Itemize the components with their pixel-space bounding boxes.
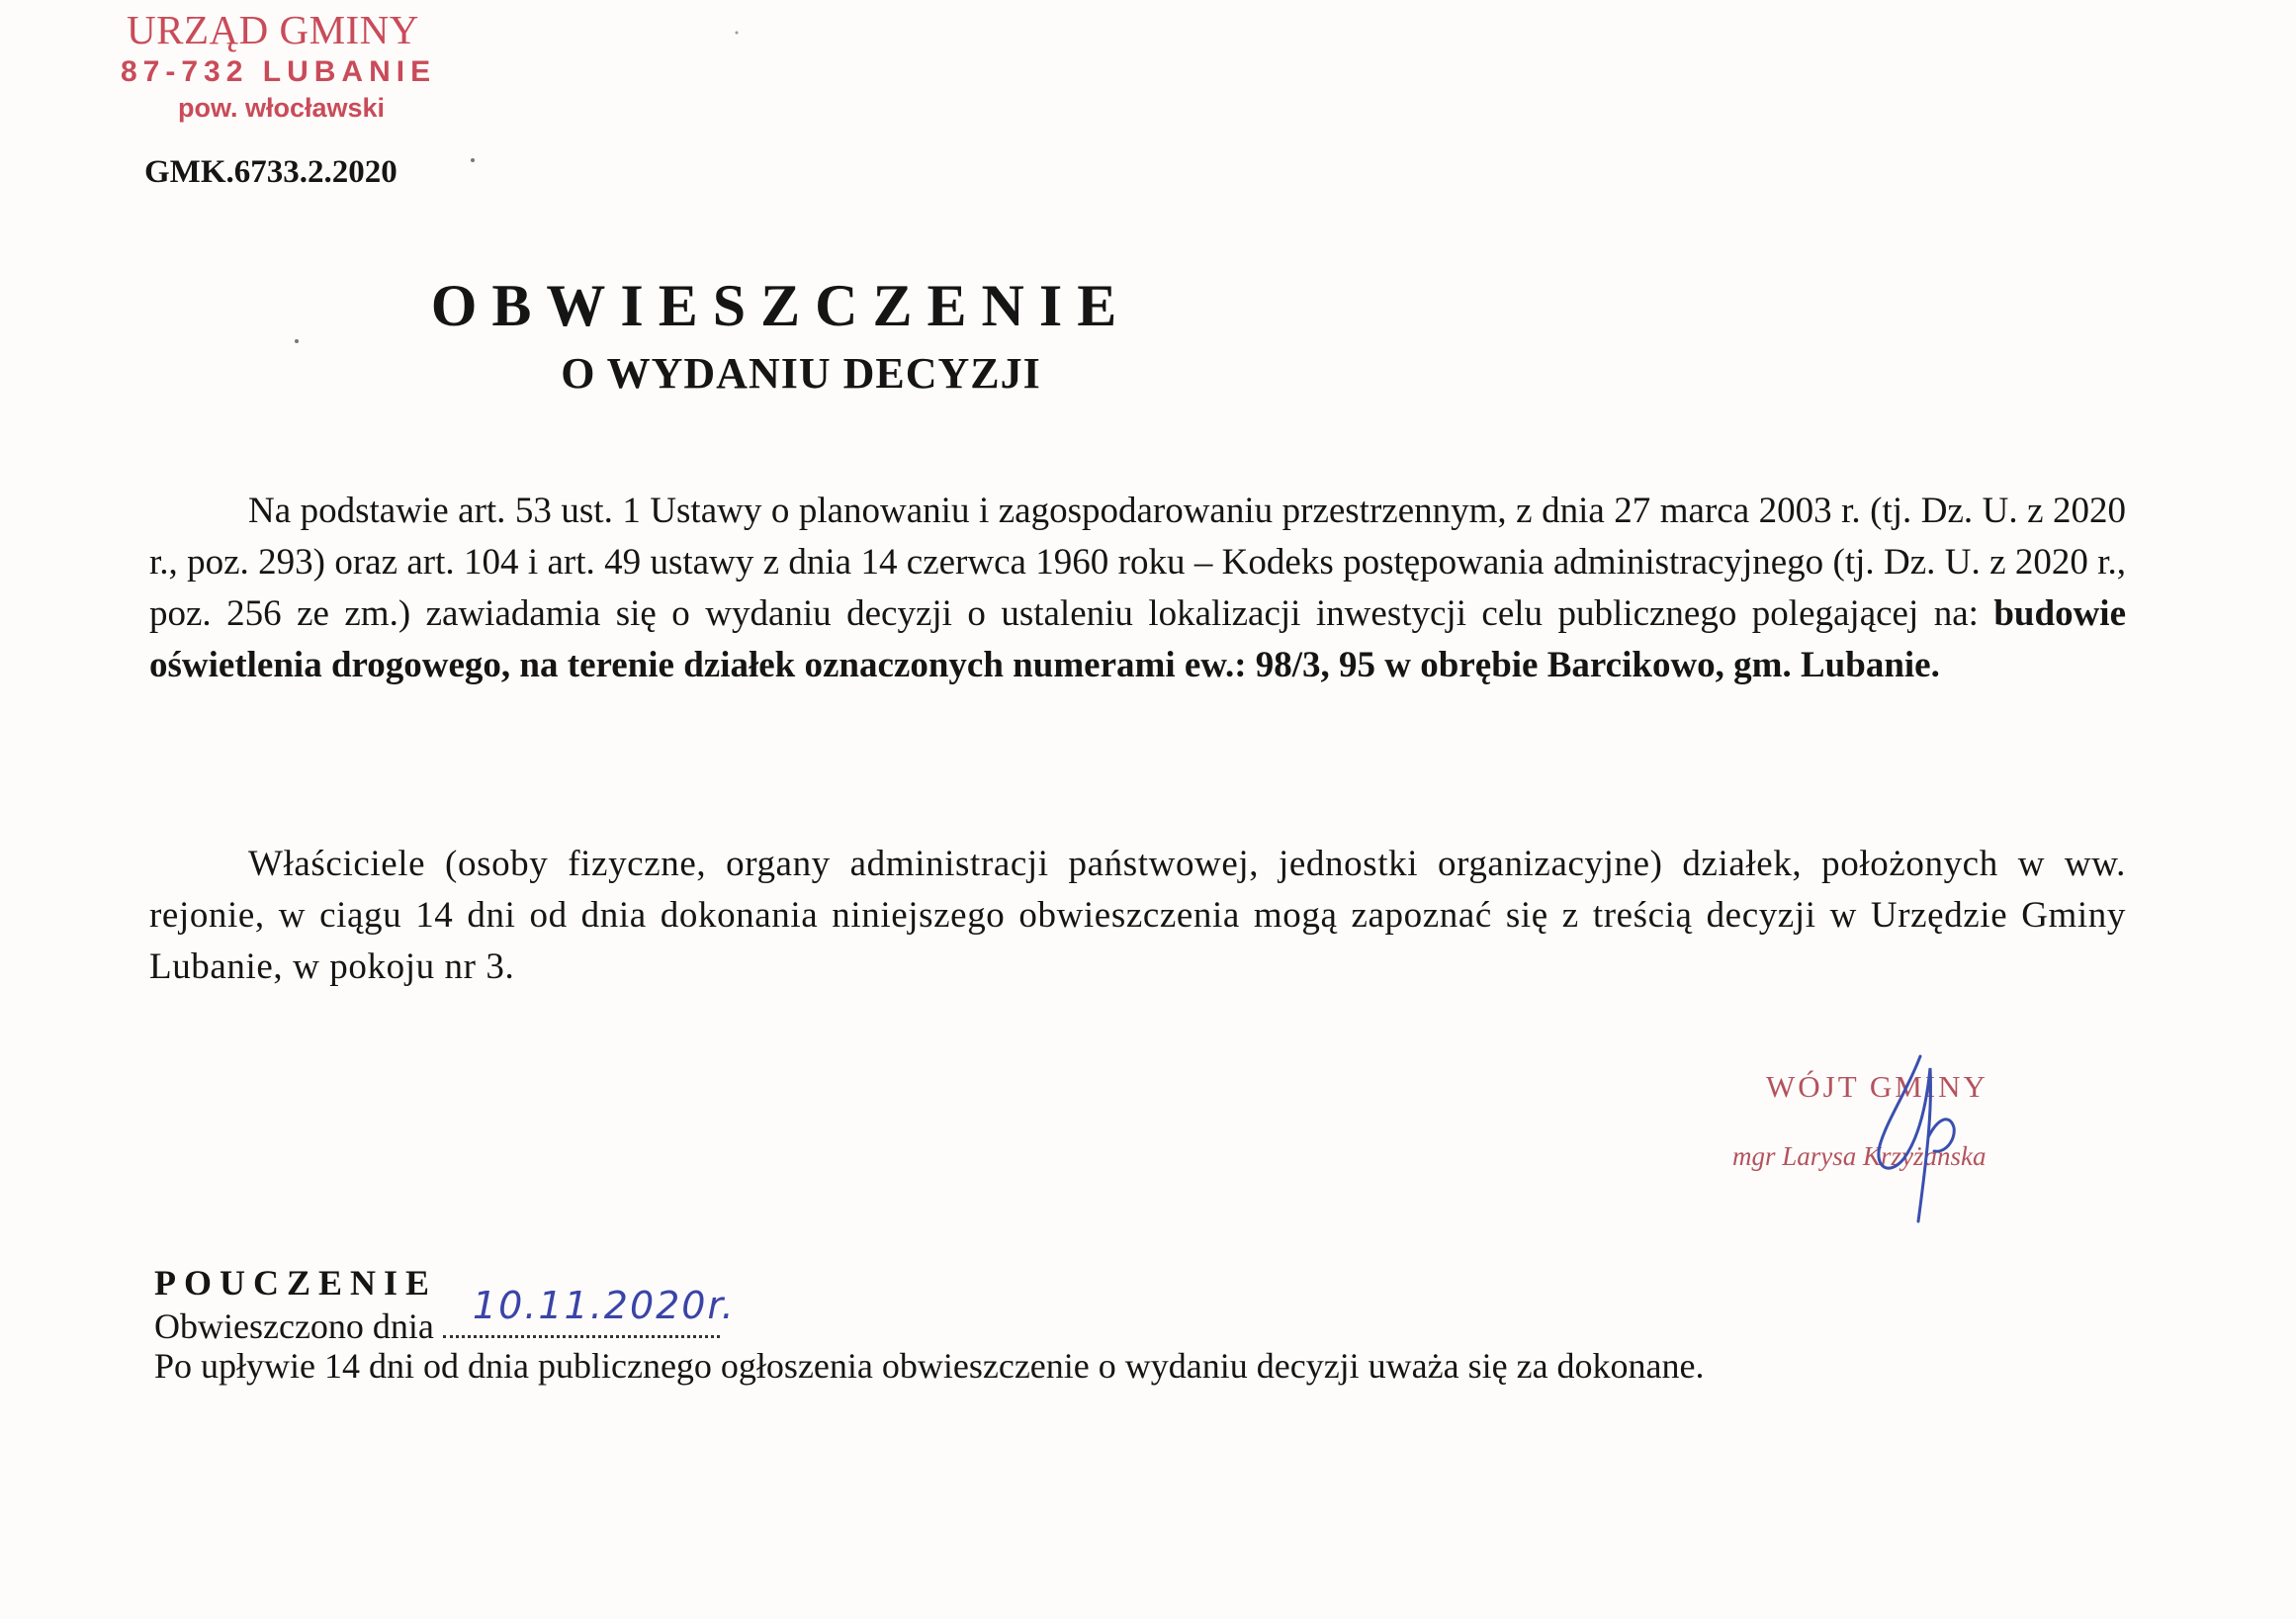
instruction-date-label: Obwieszczono dnia	[154, 1306, 434, 1346]
stamp-postal-city: 87-732 LUBANIE	[121, 55, 437, 88]
instruction-date-value: 10.11.2020r.	[472, 1284, 736, 1327]
stamp-county: pow. włocławski	[178, 93, 386, 123]
case-number: GMK.6733.2.2020	[144, 154, 397, 190]
instruction-date-field	[443, 1284, 736, 1338]
signature-name: mgr Larysa Krzyżańska	[1732, 1141, 1987, 1171]
paragraph-legal-basis-text: Na podstawie art. 53 ust. 1 Ustawy o planowaniu i zagospodarowaniu przestrzennym, z dnia 27 marca 2003 r. (tj. Dz. U. z 2020 r., poz. 293) oraz art. 104 i art. 49 ustawy z dnia 14 czerwca 1960 roku – Kodeks postępowania administracyjnego (tj. Dz. U. z 2020 r., poz. 256 ze zm.) zawiadamia się o wydaniu decyzji o ustaleniu lokalizacji inwestycji celu publicznego polegającej na:	[149, 491, 2126, 634]
instruction-text: Po upływie 14 dni od dnia publicznego ogłoszenia obwieszczenie o wydaniu decyzji uważa się za dokonane.	[154, 1346, 1705, 1386]
paragraph-legal-basis	[149, 486, 2126, 691]
instruction-title: POUCZENIE	[154, 1263, 438, 1303]
document-title: OBWIESZCZENIE	[430, 273, 1132, 338]
document-subtitle: O WYDANIU DECYZJI	[561, 349, 1041, 398]
handwritten-signature-icon	[1859, 1048, 1968, 1226]
paragraph-investment-description: budowie oświetlenia drogowego, na terenie działek oznaczonych numerami ew.: 98/3, 95 w obrębie Barcikowo, gm. Lubanie.	[149, 593, 2126, 685]
stamp-office-name: URZĄD GMINY	[127, 7, 419, 52]
signature-title: WÓJT GMINY	[1766, 1069, 1988, 1104]
instruction-date-line	[154, 1284, 736, 1347]
paragraph-owners-notice: Właściciele (osoby fizyczne, organy administracji państwowej, jednostki organizacyjne) działek, położonych w ww. rejonie, w ciągu 14 dni od dnia dokonania niniejszego obwieszczenia mogą zapoznać się z treścią decyzji w Urzędzie Gminy Lubanie, w pokoju nr 3.	[149, 844, 2126, 987]
